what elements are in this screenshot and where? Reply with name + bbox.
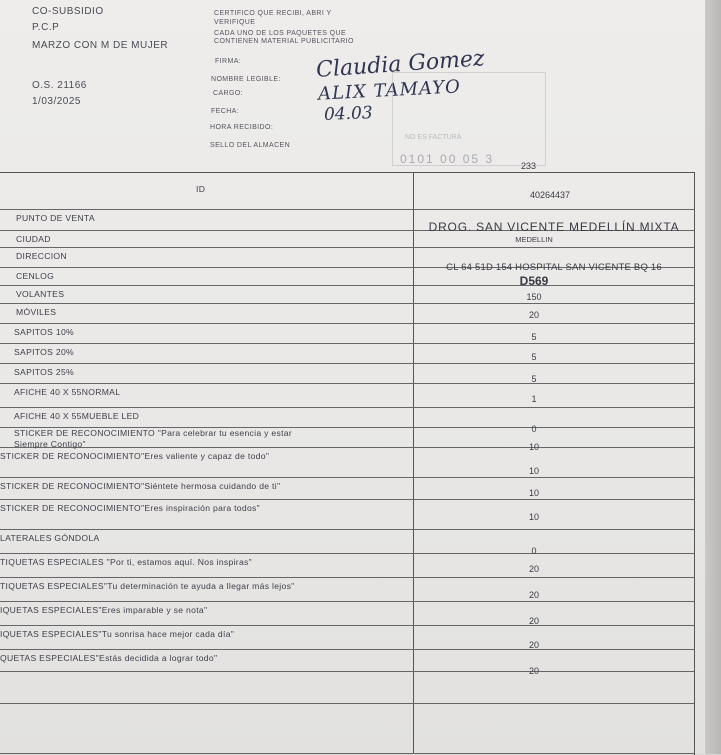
row-value: D569 (519, 274, 549, 288)
header-campaign: MARZO CON M DE MUJER (32, 40, 169, 51)
row-label: QUETAS ESPECIALES"Estás decidida a lograr todo" (0, 653, 218, 663)
table-row (0, 248, 694, 273)
table-row (0, 364, 694, 384)
row-label: SAPITOS 20% (14, 347, 74, 357)
table-row (0, 408, 694, 434)
row-value: 5 (531, 374, 537, 384)
row-label: PUNTO DE VENTA (16, 213, 95, 223)
row-value: 20 (528, 616, 539, 626)
row-value: 20 (528, 564, 539, 574)
row-value: 5 (531, 352, 537, 362)
sheet-number: 233 (521, 161, 537, 171)
cert-line-3: CADA UNO DE LOS PAQUETES QUE (214, 30, 347, 37)
stamp-faint-text: NO ES FACTURA (405, 134, 462, 141)
table-row (0, 172, 694, 210)
row-value: MEDELLIN (515, 235, 553, 244)
id-label: ID (196, 184, 206, 194)
handwritten-name: ALIX TAMAYO (317, 76, 462, 105)
table-row (0, 650, 694, 676)
table-row (0, 448, 694, 478)
row-label: TIQUETAS ESPECIALES "Por ti, estamos aquí. Nos inspiras" (0, 557, 252, 567)
table-row (0, 384, 694, 408)
row-label: SAPITOS 25% (14, 367, 74, 377)
table-row (0, 530, 694, 554)
cert-line-2: VERIFIQUE (214, 19, 256, 26)
cert-line-4: CONTIENEN MATERIAL PUBLICITARIO (214, 38, 354, 45)
cert-hora-label: HORA RECIBIDO: (210, 124, 274, 131)
table-row (0, 626, 694, 650)
cert-line-1: CERTIFICO QUE RECIBI, ABRI Y (214, 10, 332, 17)
cert-sello-label: SELLO DEL ALMACEN (210, 142, 291, 149)
handwritten-signature: Claudia Gomez (315, 46, 486, 83)
table-row (0, 344, 694, 364)
cert-nombre-label: NOMBRE LEGIBLE: (211, 76, 281, 83)
id-value: 40264437 (529, 190, 571, 200)
table-row (0, 210, 694, 234)
row-label: STICKER DE RECONOCIMIENTO"Eres valiente y capaz de todo" (0, 451, 270, 461)
row-label: CIUDAD (16, 234, 51, 244)
row-label: STICKER DE RECONOCIMIENTO"Siéntete hermosa cuidando de ti" (0, 481, 281, 491)
row-value: 20 (528, 310, 539, 320)
row-value: 20 (528, 640, 539, 650)
row-label: LATERALES GÓNDOLA (0, 533, 100, 543)
row-value: 1 (531, 394, 537, 404)
row-label: SAPITOS 10% (14, 327, 74, 337)
row-label: CENLOG (16, 271, 55, 281)
cert-firma-label: FIRMA: (215, 58, 242, 65)
table-row (0, 428, 694, 452)
cert-fecha-label: FECHA: (211, 108, 240, 115)
cert-cargo-label: CARGO: (213, 90, 244, 97)
row-label: STICKER DE RECONOCIMIENTO "Para celebrar tu esencia y estar Siempre Contigo" (14, 428, 292, 449)
row-label: MÓVILES (16, 307, 57, 317)
row-label: TIQUETAS ESPECIALES"Tu determinación te ayuda a llegar más lejos" (0, 581, 295, 591)
header-code: P.C.P (32, 22, 60, 33)
row-value: 20 (528, 666, 539, 676)
table-row (0, 672, 694, 704)
row-value: 0 (531, 424, 537, 434)
table-row (0, 231, 694, 248)
table-row (0, 578, 694, 602)
row-label: DIRECCION (16, 251, 67, 261)
table-row (0, 704, 694, 754)
row-value: 10 (528, 512, 539, 522)
row-label: VOLANTES (16, 289, 65, 299)
handwritten-date: 04.03 (323, 103, 374, 125)
row-label: AFICHE 40 X 55NORMAL (14, 387, 121, 397)
table-row (0, 304, 694, 324)
row-label: IQUETAS ESPECIALES"Eres imparable y se nota" (0, 605, 208, 615)
table-row (0, 286, 694, 304)
row-label: IQUETAS ESPECIALES"Tu sonrisa hace mejor cada día" (0, 629, 235, 639)
row-label: AFICHE 40 X 55MUEBLE LED (14, 411, 140, 421)
row-value: CL 64 51D 154 HOSPITAL SAN VICENTE BQ 16 (446, 262, 662, 273)
table-row (0, 554, 694, 578)
row-value: 10 (528, 488, 539, 498)
row-value: 5 (531, 332, 537, 342)
row-label: STICKER DE RECONOCIMIENTO"Eres inspiración para todos" (0, 503, 260, 513)
table-row (0, 602, 694, 626)
row-value: 0 (531, 546, 537, 556)
row-value: DROG. SAN VICENTE MEDELLÍN MIXTA (428, 220, 680, 234)
header-company: CO-SUBSIDIO (32, 6, 104, 17)
header-date: 1/03/2025 (32, 96, 81, 107)
row-value: 10 (528, 466, 539, 476)
table-row (0, 324, 694, 344)
page-edge-shadow (705, 0, 721, 754)
row-value: 150 (526, 292, 542, 302)
table-row (0, 500, 694, 530)
row-value: 10 (528, 442, 539, 452)
table-row (0, 478, 694, 500)
row-value: 20 (528, 590, 539, 600)
stamp-code: 0101 00 05 3 (400, 152, 495, 166)
table-row (0, 268, 694, 286)
header-order-number: O.S. 21166 (32, 80, 87, 91)
